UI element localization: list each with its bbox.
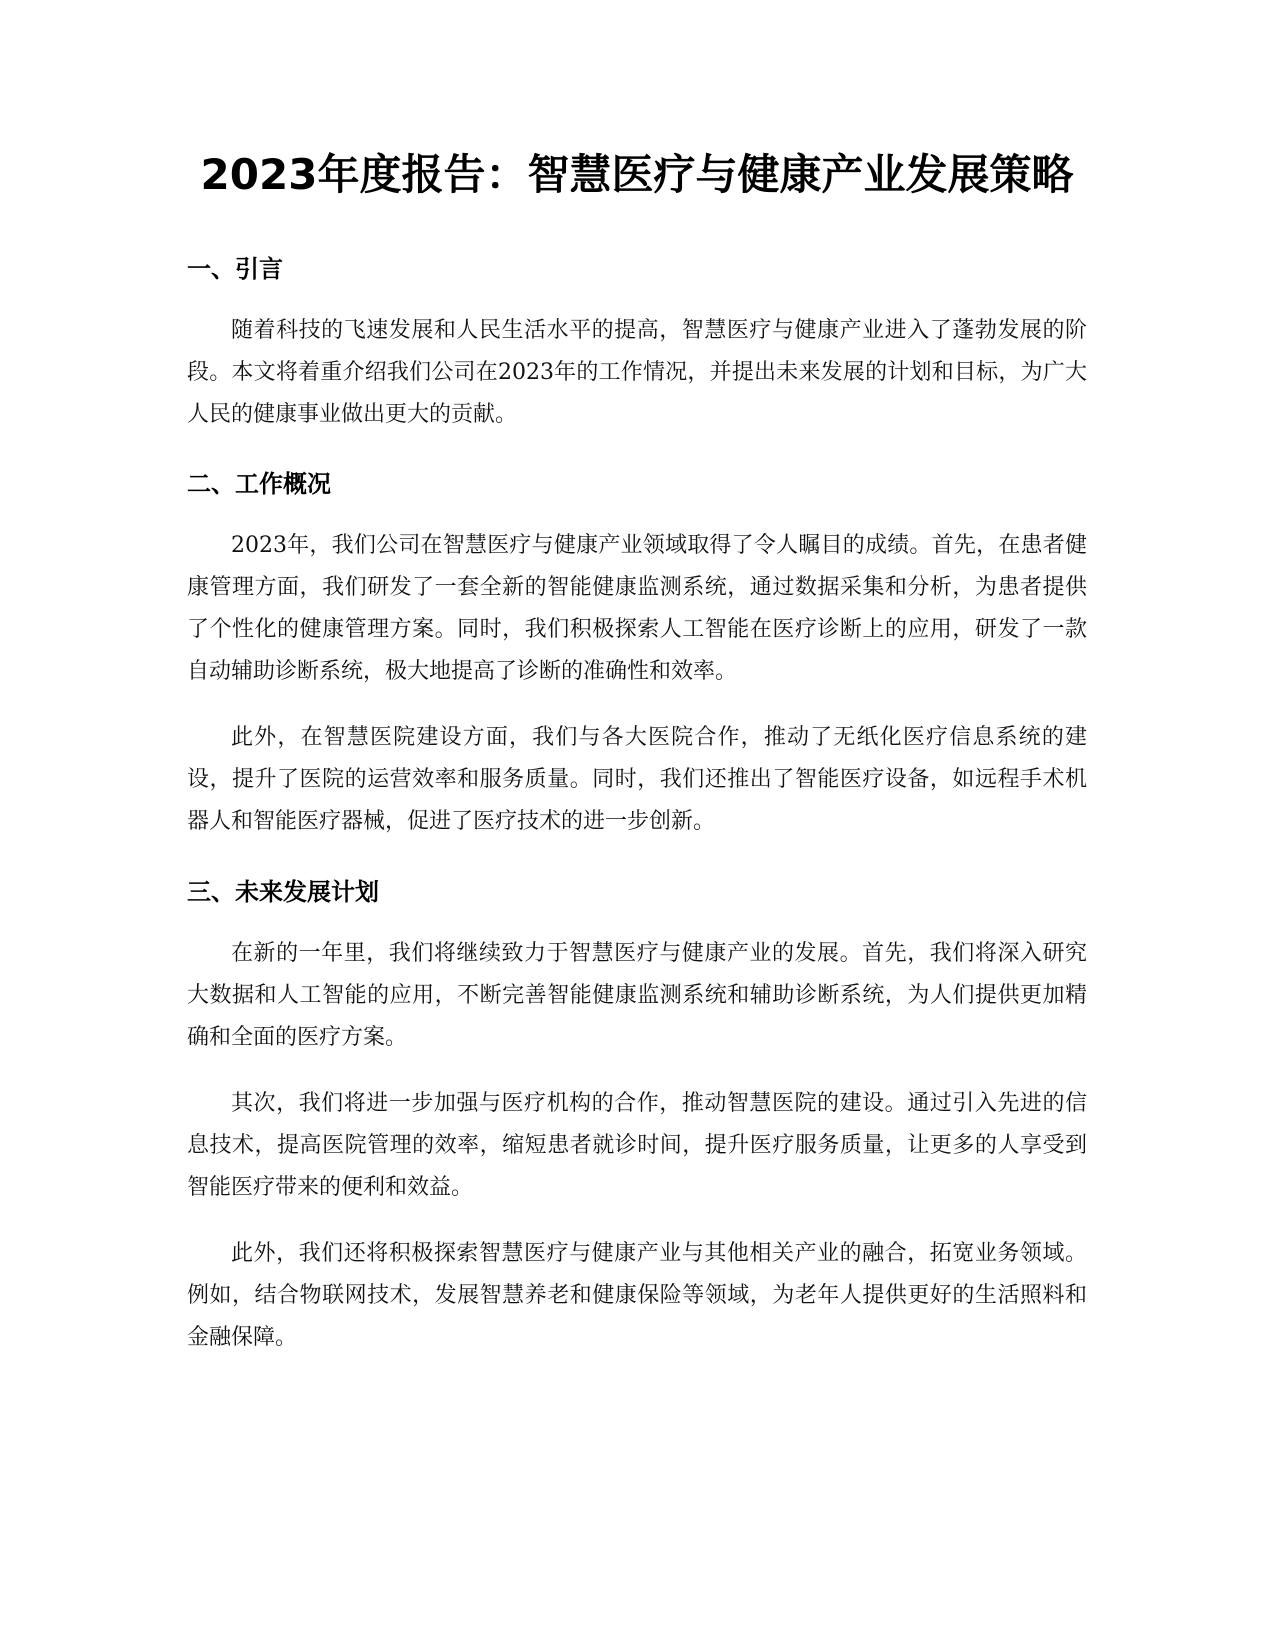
- section-heading-introduction: 一、引言: [187, 255, 283, 283]
- work-overview-paragraph-2: 此外，在智慧医院建设方面，我们与各大医院合作，推动了无纸化医疗信息系统的建设，提升了医院的运营效率和服务质量。同时，我们还推出了智能医疗设备，如远程手术机器人和智能医疗器械，促进了医疗技术的进一步创新。: [187, 725, 1087, 834]
- section-work-overview: [187, 468, 1087, 843]
- future-plan-paragraph-2: 其次，我们将进一步加强与医疗机构的合作，推动智慧医院的建设。通过引入先进的信息技术，提高医院管理的效率，缩短患者就诊时间，提升医疗服务质量，让更多的人享受到智能医疗带来的便利和效益。: [187, 1091, 1087, 1200]
- future-plan-paragraph-1: 在新的一年里，我们将继续致力于智慧医疗与健康产业的发展。首先，我们将深入研究大数据和人工智能的应用，不断完善智能健康监测系统和辅助诊断系统，为人们提供更加精确和全面的医疗方案。: [187, 941, 1087, 1050]
- section-heading-future-plan: 三、未来发展计划: [187, 878, 379, 906]
- section-future-plan: [187, 876, 1087, 1359]
- introduction-paragraph: 随着科技的飞速发展和人民生活水平的提高，智慧医疗与健康产业进入了蓬勃发展的阶段。本文将着重介绍我们公司在2023年的工作情况，并提出未来发展的计划和目标，为广大人民的健康事业做出更大的贡献。: [187, 318, 1087, 427]
- future-plan-paragraph-3: 此外，我们还将积极探索智慧医疗与健康产业与其他相关产业的融合，拓宽业务领域。例如，结合物联网技术，发展智慧养老和健康保险等领域，为老年人提供更好的生活照料和金融保障。: [187, 1241, 1087, 1350]
- section-introduction: [187, 253, 1087, 436]
- work-overview-paragraph-1: 2023年，我们公司在智慧医疗与健康产业领域取得了令人瞩目的成绩。首先，在患者健康管理方面，我们研发了一套全新的智能健康监测系统，通过数据采集和分析，为患者提供了个性化的健康管理方案。同时，我们积极探索人工智能在医疗诊断上的应用，研发了一款自动辅助诊断系统，极大地提高了诊断的准确性和效率。: [187, 533, 1087, 684]
- page-title: 2023年度报告：智慧医疗与健康产业发展策略: [200, 150, 1074, 199]
- section-heading-work-overview: 二、工作概况: [187, 470, 331, 498]
- document-content: [187, 140, 1087, 1359]
